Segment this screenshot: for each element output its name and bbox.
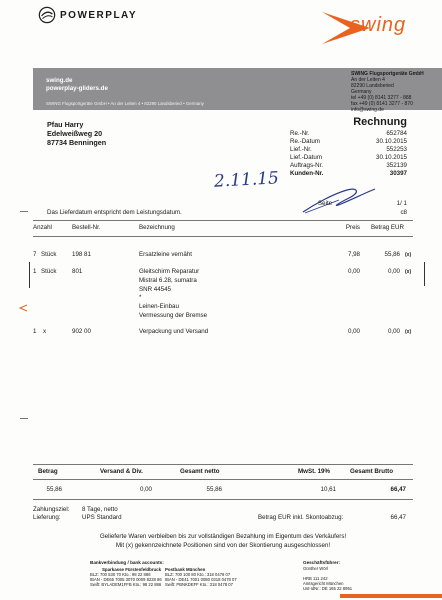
lieferung-label: Lieferung: [33, 514, 61, 521]
bank2-name: Postbank München [165, 567, 206, 572]
row3-nr: 902 00 [72, 328, 91, 335]
totals-header-versand: Versand & Div. [100, 468, 143, 475]
page-value: 1/ 1 [396, 200, 407, 207]
field-value-kunden-nr: 30397 [389, 170, 407, 177]
field-value-re-nr: 652784 [386, 130, 407, 137]
skonto-label: Betrag EUR inkl. Skontoabzug: [258, 514, 344, 521]
bank1-iban: IBAN - DE65 7005 3070 0009 8228 86 [90, 577, 162, 582]
totals-header-netto: Gesamt netto [180, 468, 220, 475]
row2-desc-5: Leinen-Einbau [139, 303, 179, 310]
row2-desc-6: Vermessung der Bremse [139, 312, 208, 319]
totals-top-rule [33, 464, 413, 465]
col-header-bezeichnung: Bezeichnung [139, 224, 175, 231]
handwritten-date: 2.11.15 [213, 168, 280, 192]
bank-title: Bankverbindung / bank accounts: [90, 560, 164, 565]
totals-header-mwst: MwSt. 19% [298, 468, 330, 475]
totals-header-rule [33, 479, 413, 480]
col-header-bestell-nr: Bestell-Nr. [72, 224, 101, 231]
bottom-stripe [340, 594, 442, 598]
bank2-blz: BLZ: 700 100 80 Kto.: 318 0478 07 [165, 572, 231, 577]
totals-value-mwst: 10,61 [320, 486, 336, 493]
recipient-street: Edelweißweg 20 [47, 129, 103, 138]
company-fax: fax +49 (0) 8141 3277 - 870 [351, 101, 413, 107]
totals-value-netto: 55,86 [206, 486, 222, 493]
row1-qty: 7 [33, 251, 37, 258]
row1-betrag: 55,86 [384, 251, 400, 258]
row2-flag: (x) [405, 269, 412, 275]
field-value-auftrags-nr: 352139 [386, 162, 407, 169]
zahlungsziel-value: 8 Tage, netto [82, 506, 118, 513]
row3-preis: 0,00 [347, 328, 360, 335]
row2-preis: 0,00 [347, 268, 360, 275]
swing-brand: swing [350, 14, 407, 36]
totals-value-betrag: 55,86 [46, 486, 62, 493]
row2-unit: Stück [41, 268, 57, 275]
delivery-note: Das Lieferdatum entspricht dem Leistungsdatum. [47, 209, 182, 216]
gf-hrb: HRB 111 242 [303, 576, 328, 581]
company-name: SWING Flugsportgeräte GmbH [351, 71, 424, 77]
gf-vat: Ust-IdNr.: DE 165 22 8951 [303, 586, 353, 591]
row2-qty: 1 [33, 268, 37, 275]
row1-desc: Ersatzleine vernäht [139, 251, 192, 258]
field-value-re-datum: 30.10.2015 [376, 138, 407, 145]
totals-header-brutto: Gesamt Brutto [350, 468, 393, 475]
table-top-rule [33, 220, 413, 221]
bank1-name: Sparkasse Fürstenfeldbruck [102, 567, 162, 572]
company-street: An der Leiten 4 [351, 77, 385, 83]
row1-flag: (x) [405, 252, 412, 258]
gf-title: Geschäftsführer: [303, 560, 341, 565]
zahlungsziel-label: Zahlungsziel: [33, 506, 70, 513]
lieferung-value: UPS Standard [82, 514, 122, 521]
totals-bottom-rule [33, 499, 413, 500]
page-code: c8 [400, 209, 407, 216]
sender-address-line: SWING Flugsportgeräte GmbH • An der Leiten 4 • 82290 Landsberied • Germany [46, 101, 204, 106]
powerplay-brand: POWERPLAY [60, 10, 138, 21]
web-link-powerplay[interactable]: powerplay-gliders.de [46, 85, 108, 92]
page-label: Seite [318, 200, 333, 207]
row3-flag: (x) [405, 329, 412, 335]
company-email[interactable]: info@swing.de [351, 107, 384, 113]
table-header-rule [33, 236, 413, 237]
row3-unit: x [43, 328, 47, 335]
row1-preis: 7,98 [347, 251, 360, 258]
notice-line-2: Mit (x) gekennzeichnete Positionen sind von der Skontierung ausgeschlossen! [115, 542, 331, 549]
company-tel: tel +49 (0) 8141 3277 - 888 [351, 95, 412, 101]
fold-mark [20, 418, 28, 419]
row2-right-bracket-mark [424, 262, 425, 286]
totals-value-versand: 0,00 [139, 486, 152, 493]
row3-desc: Verpackung und Versand [139, 328, 209, 335]
row2-desc-2: Mistral 6.28, sumatra [139, 277, 197, 284]
recipient-name: Pfau Harry [47, 120, 84, 129]
row2-nr: 801 [72, 268, 83, 275]
gf-court: Amtsgericht München [303, 581, 344, 586]
row2-desc-1: Gleitschirm Reparatur [139, 268, 200, 275]
row1-nr: 198 81 [72, 251, 91, 258]
fold-mark [20, 211, 28, 212]
powerplay-logo-icon [38, 6, 56, 24]
arrow-mark-icon [18, 304, 28, 312]
field-label-lief-nr: Lief.-Nr. [290, 146, 312, 153]
row1-unit: Stück [41, 251, 57, 258]
bank1-swift: Swift: BYLADEM1FFB Kto.: 98 22 886 [90, 582, 162, 587]
recipient-city: 87734 Benningen [47, 138, 107, 147]
totals-header-betrag: Betrag [38, 468, 58, 475]
row3-qty: 1 [33, 328, 37, 335]
web-link-swing[interactable]: swing.de [46, 77, 73, 84]
bank2-iban: IBAN - DE41 7001 0080 0318 0478 07 [165, 577, 237, 582]
document-title: Rechnung [353, 116, 407, 128]
row2-betrag: 0,00 [387, 268, 400, 275]
field-label-kunden-nr: Kunden-Nr. [290, 170, 324, 177]
row2-desc-4: * [139, 294, 142, 301]
field-value-lief-datum: 30.10.2015 [376, 154, 407, 161]
notice-line-1: Gelieferte Waren verbleiben bis zur vollständigen Bezahlung im Eigentum des Verkäufers! [99, 533, 347, 540]
col-header-anzahl: Anzahl [33, 224, 52, 231]
col-header-preis: Preis [345, 224, 360, 231]
field-label-auftrags-nr: Auftrags-Nr. [290, 162, 324, 169]
bank2-swift: Swift: PBNKDEFF Kto.: 318 0478 07 [165, 582, 233, 587]
field-label-lief-datum: Lief.-Datum [290, 154, 322, 161]
skonto-value: 66,47 [390, 514, 406, 521]
row2-bracket-mark [29, 262, 30, 288]
bank1-blz: BLZ: 700 530 70 Kto.: 98 22 886 [90, 572, 151, 577]
company-city: 82290 Landsberied [351, 83, 394, 89]
totals-value-brutto: 66,47 [390, 486, 406, 493]
row3-betrag: 0,00 [387, 328, 400, 335]
field-label-re-datum: Re.-Datum [290, 138, 320, 145]
col-header-betrag: Betrag EUR [370, 224, 404, 231]
field-value-lief-nr: 552253 [386, 146, 407, 153]
row2-desc-3: SNR 44545 [139, 286, 171, 293]
gf-name: Günther Wörl [303, 566, 328, 571]
company-country: Germany [351, 89, 372, 95]
field-label-re-nr: Re.-Nr. [290, 130, 310, 137]
